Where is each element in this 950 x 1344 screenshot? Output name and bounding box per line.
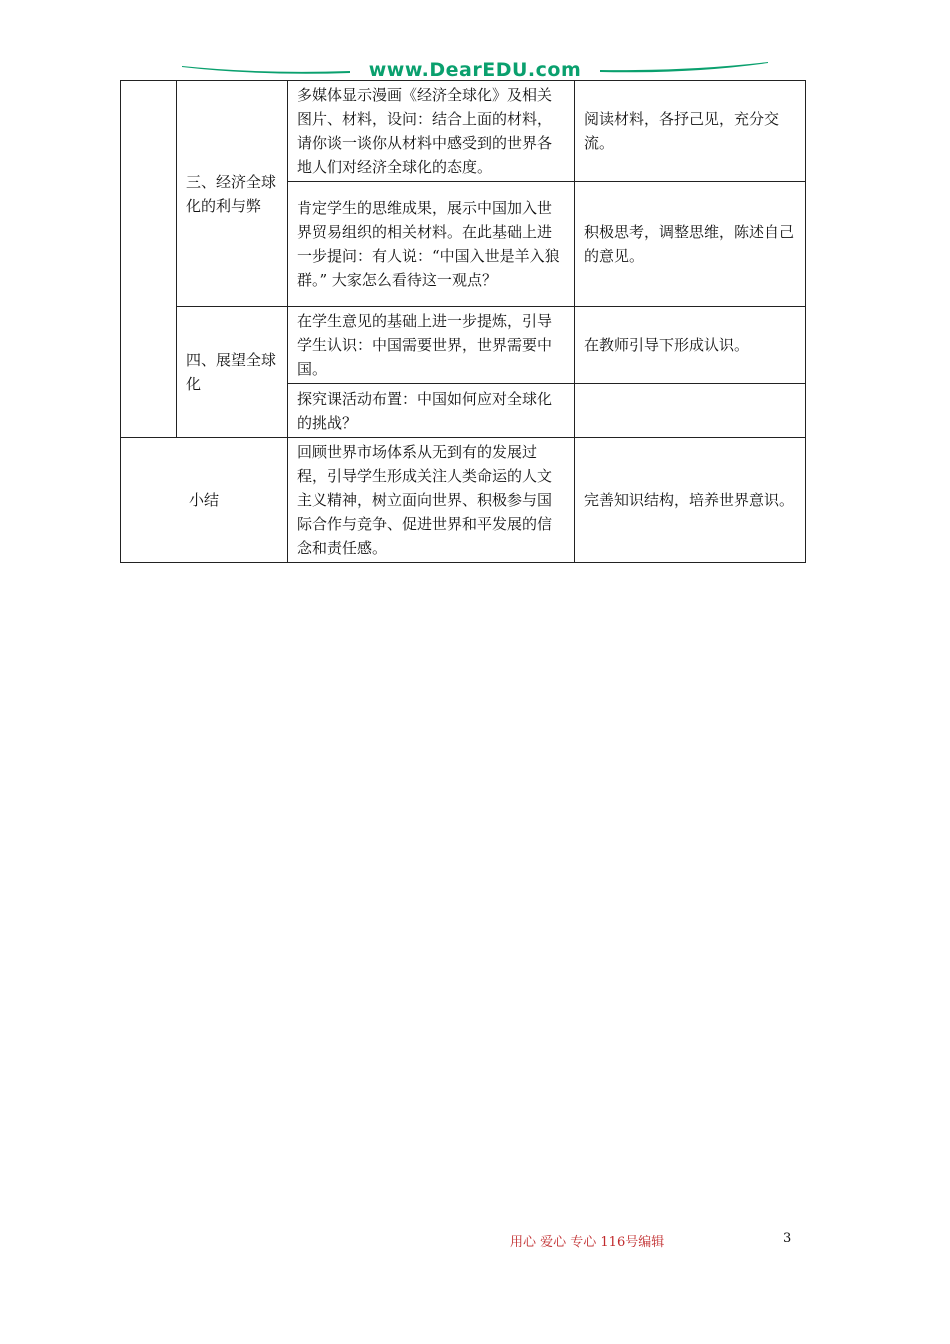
teacher-activity-cell: 在学生意见的基础上进一步提炼，引导学生认识：中国需要世界，世界需要中国。 [288,307,575,384]
teacher-activity-cell: 回顾世界市场体系从无到有的发展过程，引导学生形成关注人类命运的人文主义精神，树立面向世界、积极参与国际合作与竞争、促进世界和平发展的信念和责任感。 [288,438,575,563]
table-row [121,307,806,384]
page-number: 3 [783,1231,792,1246]
student-activity-cell: 完善知识结构，培养世界意识。 [575,438,806,563]
teacher-activity-cell: 多媒体显示漫画《经济全球化》及相关图片、材料，设问：结合上面的材料，请你谈一谈你从材料中感受到的世界各地人们对经济全球化的态度。 [288,81,575,182]
table-row [121,438,806,563]
student-activity-cell [575,384,806,438]
banner-site-url: www.DearEDU.com [368,59,582,81]
student-activity-cell: 阅读材料，各抒己见，充分交流。 [575,81,806,182]
teacher-activity-cell: 探究课活动布置：中国如何应对全球化的挑战？ [288,384,575,438]
student-activity-cell: 积极思考，调整思维，陈述自己的意见。 [575,182,806,307]
summary-title-cell: 小结 [121,438,288,563]
section-title-cell: 三、经济全球化的利与弊 [177,81,288,307]
section-title-cell: 四、展望全球化 [177,307,288,438]
site-banner [180,58,770,82]
student-activity-cell: 在教师引导下形成认识。 [575,307,806,384]
teacher-activity-cell: 肯定学生的思维成果，展示中国加入世界贸易组织的相关材料。在此基础上进一步提问：有人说：“中国入世是羊入狼群。” 大家怎么看待这一观点？ [288,182,575,307]
table-row [121,81,806,182]
footer-editor-note: 用心 爱心 专心 116号编辑 [510,1235,665,1250]
blank-cell [121,81,177,438]
lesson-plan-table [120,80,806,563]
